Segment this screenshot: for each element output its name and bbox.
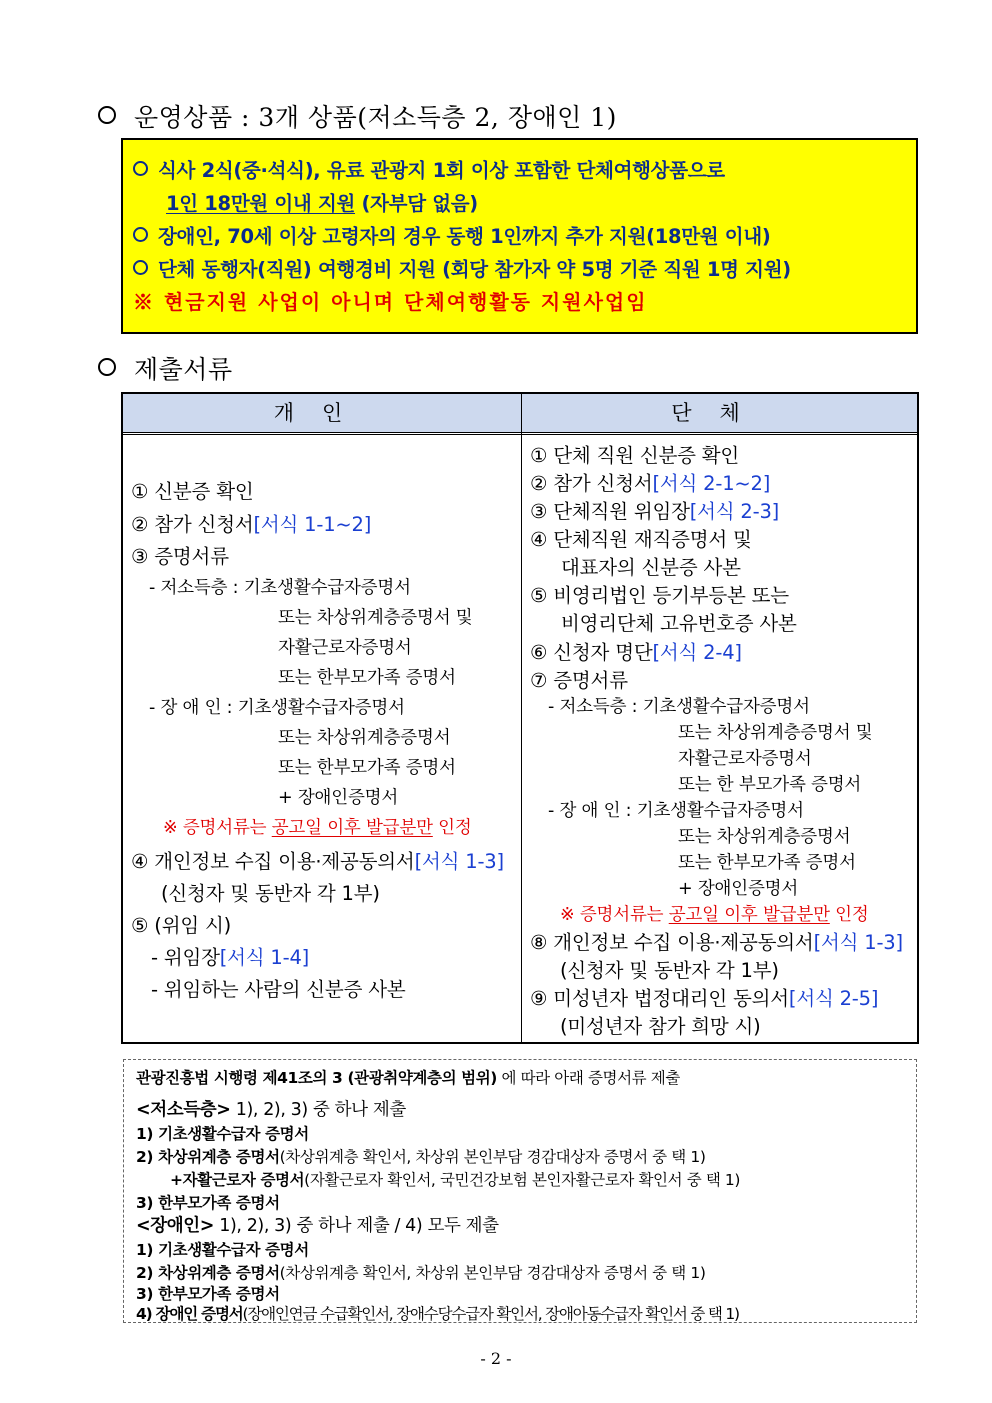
section-title-text: 운영상품 : 3개 상품(저소득층 2, 장애인 1) <box>134 103 617 132</box>
list-subitem: 또는 차상위계층증명서 <box>278 728 451 748</box>
legal-criteria-box <box>123 1059 917 1323</box>
legal-item <box>136 1261 705 1283</box>
form-reference: [서식 1-3] <box>414 850 504 873</box>
list-subitem: + 장애인증명서 <box>678 879 799 899</box>
list-subitem: 또는 차상위계층증명서 <box>678 827 851 847</box>
legal-item <box>170 1168 740 1190</box>
note-text: 인정 <box>432 818 472 838</box>
legal-item-detail: (자활근로자 확인서, 국민건강보험 본인자활근로자 확인서 중 택 1) <box>304 1171 741 1189</box>
circle-bullet-icon <box>133 161 148 176</box>
list-subitem: - 저소득층 : 기초생활수급자증명서 <box>548 697 810 717</box>
list-item <box>530 927 903 955</box>
list-item: ⑤ (위임 시) <box>131 914 232 937</box>
list-item: ⑦ 증명서류 <box>530 669 628 692</box>
legal-item-text: 1) 기초생활수급자 증명서 <box>136 1241 309 1259</box>
note-underlined-text: 공고일 이후 발급분만 <box>668 905 830 925</box>
summary-text: 장애인, 70세 이상 고령자의 경우 동행 1인까지 추가 지원(18만원 이내) <box>158 225 771 248</box>
section-title-text: 제출서류 <box>134 355 233 384</box>
legal-item <box>136 1191 280 1213</box>
list-item: ① 신분증 확인 <box>131 480 254 503</box>
summary-line-1 <box>133 154 916 187</box>
disabled-heading <box>136 1212 499 1237</box>
legal-item-detail: (차상위계층 확인서, 차상위 본인부담 경감대상자 증명서 중 택 1) <box>279 1264 706 1282</box>
summary-text: 식사 2식(중·석식), 유료 관광지 1회 이상 포함한 단체여행상품으로 <box>158 159 725 182</box>
list-item <box>530 468 770 496</box>
legal-item-text: 3) 한부모가족 증명서 <box>136 1194 280 1212</box>
item-text: ⑥ 신청자 명단 <box>530 641 653 664</box>
column-divider <box>521 394 522 1042</box>
list-subitem: + 장애인증명서 <box>278 788 399 808</box>
certificate-note <box>560 901 869 926</box>
list-subitem: 또는 차상위계층증명서 및 <box>678 723 873 743</box>
documents-table <box>121 392 919 1044</box>
list-subitem: 또는 차상위계층증명서 및 <box>278 608 473 628</box>
list-subitem: 또는 한 부모가족 증명서 <box>678 775 862 795</box>
legal-item-text: +자활근로자 증명서 <box>170 1171 305 1189</box>
legal-text: 에 따라 아래 증명서류 제출 <box>496 1069 680 1087</box>
form-reference: [서식 2-3] <box>689 500 780 523</box>
list-subitem: 비영리단체 고유번호증 사본 <box>561 612 797 635</box>
summary-underlined-text: 1인 18만원 이내 지원 <box>166 192 356 215</box>
summary-line-4 <box>133 253 916 286</box>
summary-text: (자부담 없음) <box>355 192 478 215</box>
section-title-documents <box>98 350 233 386</box>
note-text: ※ 증명서류는 <box>163 818 272 838</box>
note-text: 인정 <box>829 905 869 925</box>
legal-text: 1), 2), 3) 중 하나 제출 / 4) 모두 제출 <box>214 1216 499 1236</box>
summary-warning-line: ※ 현금지원 사업이 아니며 단체여행활동 지원사업임 <box>133 290 648 314</box>
form-reference: [서식 2-4] <box>652 641 742 664</box>
list-subitem: (미성년자 참가 희망 시) <box>560 1015 761 1038</box>
list-subitem: (신청자 및 동반자 각 1부) <box>560 959 779 982</box>
legal-item <box>136 1282 280 1304</box>
list-subitem: 또는 한부모가족 증명서 <box>278 668 456 688</box>
page-number: - 2 - <box>480 1349 512 1368</box>
item-text: ② 참가 신청서 <box>530 472 653 495</box>
list-item <box>530 496 779 524</box>
list-subitem: - 저소득층 : 기초생활수급자증명서 <box>149 578 411 598</box>
form-reference: [서식 2-1~2] <box>652 472 771 495</box>
legal-item <box>136 1145 705 1167</box>
item-text: ② 참가 신청서 <box>131 513 254 536</box>
list-item: ③ 증명서류 <box>131 545 229 568</box>
list-subitem: 또는 한부모가족 증명서 <box>678 853 856 873</box>
item-text: ⑨ 미성년자 법정대리인 동의서 <box>530 987 789 1010</box>
legal-item-text: 2) 차상위계층 증명서 <box>136 1264 280 1282</box>
circle-bullet-icon <box>98 106 116 124</box>
circle-bullet-icon <box>98 358 116 376</box>
legal-item-text: 4) 장애인 증명서 <box>136 1305 243 1323</box>
legal-item <box>136 1122 309 1144</box>
form-reference: [서식 1-1~2] <box>253 513 372 536</box>
list-item: ① 단체 직원 신분증 확인 <box>530 444 740 467</box>
legal-item-detail: (차상위계층 확인서, 차상위 본인부담 경감대상자 증명서 중 택 1) <box>279 1148 706 1166</box>
legal-item-text: 1) 기초생활수급자 증명서 <box>136 1125 309 1143</box>
list-item <box>530 637 742 665</box>
legal-item-text: 3) 한부모가족 증명서 <box>136 1285 280 1303</box>
list-subitem: - 장 애 인 : 기초생활수급자증명서 <box>149 698 405 718</box>
list-item: ④ 단체직원 재직증명서 및 <box>530 528 752 551</box>
header-group: 단체 <box>522 394 917 433</box>
item-text: ③ 단체직원 위임장 <box>530 500 690 523</box>
list-subitem: (신청자 및 동반자 각 1부) <box>161 882 380 905</box>
note-text: ※ 증명서류는 <box>560 905 669 925</box>
header-individual: 개인 <box>123 394 521 433</box>
list-item <box>131 846 504 874</box>
legal-item-detail: (장애인연금 수급확인서, 장애수당수급자 확인서, 장애아동수급자 확인서 중 택 1) <box>242 1305 739 1323</box>
form-reference: [서식 1-4] <box>219 946 310 969</box>
list-subitem: 대표자의 신분증 사본 <box>561 556 741 579</box>
list-item <box>530 983 878 1011</box>
legal-item-text: 2) 차상위계층 증명서 <box>136 1148 280 1166</box>
list-subitem: 또는 한부모가족 증명서 <box>278 758 456 778</box>
section-title-products <box>98 98 617 134</box>
list-subitem: - 장 애 인 : 기초생활수급자증명서 <box>548 801 804 821</box>
low-income-heading <box>136 1096 406 1121</box>
circle-bullet-icon <box>133 227 148 242</box>
category-label: <장애인> <box>136 1216 215 1236</box>
list-subitem <box>151 942 309 970</box>
legal-intro <box>136 1066 680 1088</box>
item-text: ④ 개인정보 수집 이용·제공동의서 <box>131 850 415 873</box>
list-subitem: 자활근로자증명서 <box>278 638 412 658</box>
category-label: <저소득층> <box>136 1100 231 1120</box>
list-subitem: 자활근로자증명서 <box>678 749 812 769</box>
list-item: ⑤ 비영리법인 등기부등본 또는 <box>530 584 789 607</box>
summary-text: 단체 동행자(직원) 여행경비 지원 (회당 참가자 약 5명 기준 직원 1명 지원) <box>158 258 791 281</box>
legal-item <box>136 1302 739 1324</box>
item-text: - 위임장 <box>151 946 220 969</box>
certificate-note <box>163 814 472 839</box>
support-summary-box <box>121 138 918 334</box>
summary-line-3 <box>133 220 916 253</box>
list-item <box>131 509 371 537</box>
item-text: ⑧ 개인정보 수집 이용·제공동의서 <box>530 931 814 954</box>
note-underlined-text: 공고일 이후 발급분만 <box>271 818 433 838</box>
summary-line-2 <box>133 187 916 220</box>
form-reference: [서식 2-5] <box>788 987 879 1010</box>
header-divider <box>123 434 917 435</box>
legal-item <box>136 1238 309 1260</box>
list-subitem: - 위임하는 사람의 신분증 사본 <box>151 978 406 1001</box>
circle-bullet-icon <box>133 260 148 275</box>
form-reference: [서식 1-3] <box>813 931 903 954</box>
legal-text: 1), 2), 3) 중 하나 제출 <box>230 1100 406 1120</box>
legal-reference: 관광진흥법 시행령 제41조의 3 (관광취약계층의 범위) <box>136 1069 497 1087</box>
